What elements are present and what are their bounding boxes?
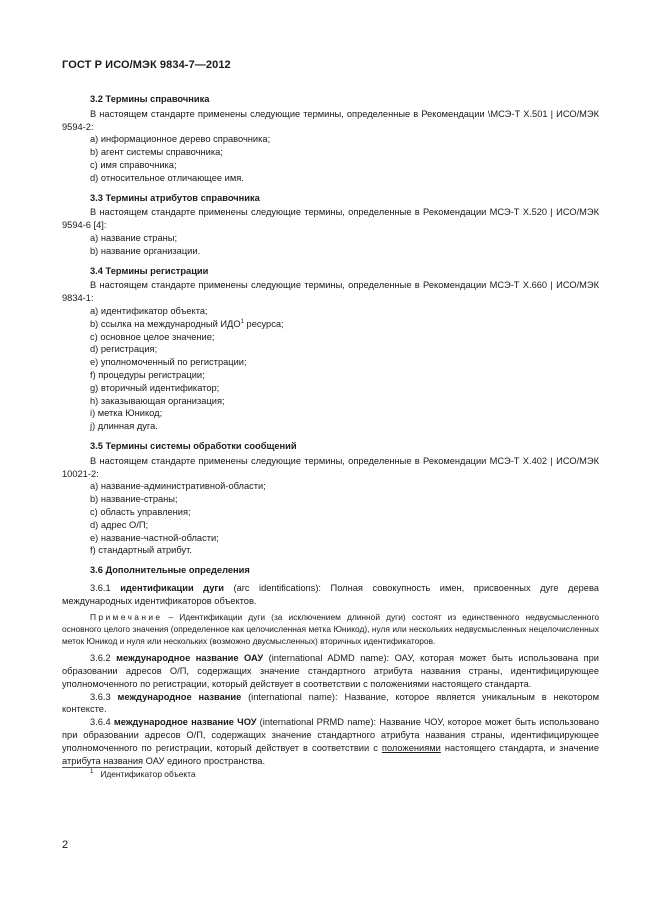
definition-3-6-1 bbox=[62, 582, 599, 608]
section-title-3-6: 3.6 Дополнительные определения bbox=[90, 565, 250, 576]
list-item-text: b) ссылка на международный ИДО bbox=[90, 318, 241, 329]
footnote-text: Идентификатор объекта bbox=[100, 769, 196, 780]
document-header: ГОСТ Р ИСО/МЭК 9834-7—2012 bbox=[62, 59, 231, 71]
definition-text-underlined: положениями bbox=[381, 742, 441, 753]
list-item bbox=[62, 318, 599, 331]
footnote-divider bbox=[62, 767, 142, 768]
list-item: a) название страны; bbox=[90, 232, 178, 243]
section-title-3-3: 3.3 Термины атрибутов справочника bbox=[90, 192, 260, 203]
list-item: a) название-административной-области; bbox=[90, 481, 266, 492]
note-label: Примечание bbox=[90, 612, 163, 623]
definition-term: международное название ЧОУ bbox=[113, 717, 257, 728]
list-item: g) вторичный идентификатор; bbox=[90, 382, 220, 393]
document-body bbox=[62, 93, 599, 780]
section-intro: В настоящем стандарте применены следующие термины, определенные в Рекомендации МСЭ-Т Х.520 | ИСО/МЭК 9594-6 [4]: bbox=[62, 207, 599, 231]
footnote-ref[interactable]: 1 bbox=[240, 318, 244, 325]
definition-term: международное название ОАУ bbox=[116, 653, 264, 664]
list-item: f) процедуры регистрации; bbox=[90, 369, 205, 380]
definition-text: (international name): Название, которое является уникальным в некотором контексте. bbox=[62, 691, 599, 715]
section-title-3-5: 3.5 Термины системы обработки сообщений bbox=[90, 440, 297, 451]
definition-number: 3.6.3 bbox=[90, 691, 118, 702]
list-item: d) регистрация; bbox=[90, 344, 158, 355]
definition-text: (international PRMD name): Название ЧОУ, которое может быть использовано при образовании адресов О/П, содержащих значение стандартного атрибута названия страны, идентифицирующее уполномоченного по регистрации, который действует в соответствии с bbox=[62, 717, 600, 753]
definition-3-6-2 bbox=[62, 652, 599, 690]
list-item: b) название организации. bbox=[90, 245, 201, 256]
section-intro: В настоящем стандарте применены следующие термины, определенные в Рекомендации МСЭ-Т Х.402 | ИСО/МЭК 10021-2: bbox=[62, 455, 599, 479]
list-item: b) агент системы справочника; bbox=[90, 147, 223, 158]
definition-number: 3.6.1 bbox=[90, 582, 121, 593]
list-item: f) стандартный атрибут. bbox=[90, 545, 192, 556]
definition-3-6-4 bbox=[62, 716, 599, 767]
definition-number: 3.6.4 bbox=[90, 717, 114, 728]
list-item-text: ресурса; bbox=[243, 318, 284, 329]
definition-term: идентификации дуги bbox=[120, 582, 224, 593]
note bbox=[62, 612, 599, 647]
list-item: c) область управления; bbox=[90, 506, 191, 517]
definition-text: (international ADMD name): ОАУ, которая может быть использована при образовании адресов О/П, содержащих значение стандартного атрибута названия страны, идентифицирующее уполномоченного по регистрации, который действует в соответствии с положениями настоящего стандарта. bbox=[62, 653, 599, 689]
list-item: a) идентификатор объекта; bbox=[90, 305, 208, 316]
list-item: c) основное целое значение; bbox=[90, 331, 215, 342]
list-item: a) информационное дерево справочника; bbox=[90, 134, 271, 145]
section-intro: В настоящем стандарте применены следующие термины, определенные в Рекомендации МСЭ-Т Х.660 | ИСО/МЭК 9834-1: bbox=[62, 280, 599, 304]
section-intro: В настоящем стандарте применены следующие термины, определенные в Рекомендации \МСЭ-Т Х.501 | ИСО/МЭК 9594-2: bbox=[62, 108, 599, 132]
page-number: 2 bbox=[62, 839, 69, 851]
list-item: e) уполномоченный по регистрации; bbox=[90, 357, 247, 368]
list-item: h) заказывающая организация; bbox=[90, 395, 225, 406]
definition-number: 3.6.2 bbox=[90, 653, 117, 664]
definition-text: настоящего стандарта, и значение атрибута названия ОАУ единого пространства. bbox=[62, 742, 599, 766]
list-item: d) относительное отличающее имя. bbox=[90, 172, 244, 183]
list-item: e) название-частной-области; bbox=[90, 532, 219, 543]
list-item: i) метка Юникод; bbox=[90, 408, 163, 419]
section-title-3-2: 3.2 Термины справочника bbox=[90, 94, 210, 104]
note-text: – Идентификации дуги (за исключением длинной дуги) состоят из единственного недвусмысленного основного целого значения (определенное как целочисленная метка Юникод), нуля или нескольких недвусмысленных нецелочисленных меток Юникод и нуля или нескольких (возможно двусмысленных) вторичных идентификаторов. bbox=[62, 612, 599, 646]
definition-term: международное название bbox=[117, 691, 242, 702]
definition-3-6-3 bbox=[62, 691, 599, 717]
list-item: d) адрес О/П; bbox=[90, 519, 149, 530]
footnote bbox=[62, 769, 599, 780]
list-item: c) имя справочника; bbox=[90, 159, 177, 170]
list-item: j) длинная дуга. bbox=[90, 421, 158, 432]
footnote-mark: 1 bbox=[90, 769, 94, 776]
list-item: b) название-страны; bbox=[90, 494, 178, 505]
section-title-3-4: 3.4 Термины регистрации bbox=[90, 265, 209, 276]
definition-text: (arc identifications): Полная совокупность имен, присвоенных дуге дерева международных идентификаторов объектов. bbox=[62, 582, 599, 606]
